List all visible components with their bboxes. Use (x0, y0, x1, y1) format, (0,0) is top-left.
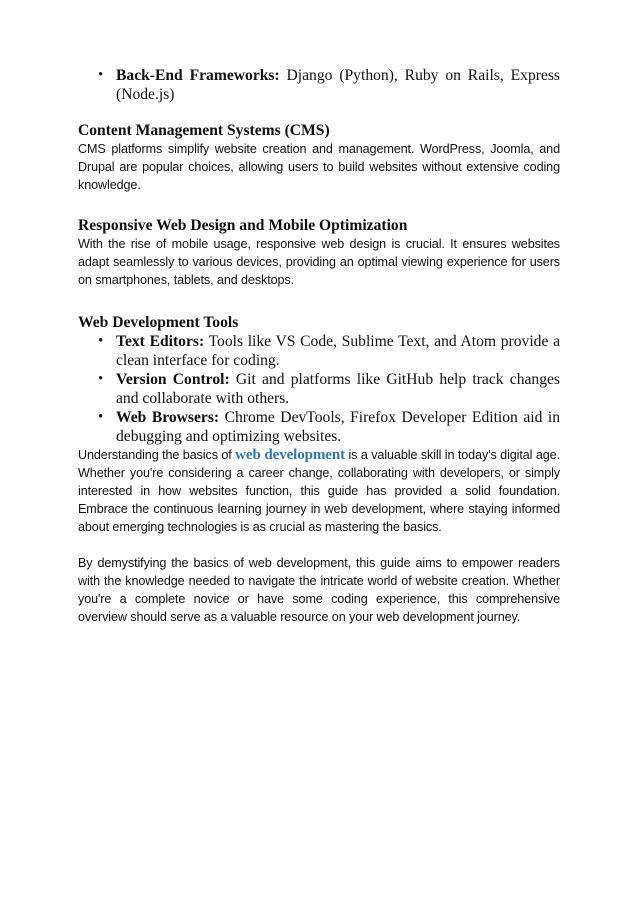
tools-list (78, 332, 560, 446)
bullet-icon: • (98, 371, 104, 387)
bullet-text: Django (Python), Ruby on Rails, Express (Node.js) (116, 67, 560, 103)
tools-heading: Web Development Tools (78, 314, 239, 331)
document-page (78, 66, 560, 626)
conclusion-text-end: is a valuable skill in today's digital age. Whether you're considering a career change, collaborating with developers, or simply interested in how websites function, this guide has provided a solid foundation. Embrace the continuous learning journey in web development, where staying informed about emerging technologies is as crucial as mastering the basics. (78, 448, 560, 534)
list-item (78, 370, 560, 408)
cms-paragraph: CMS platforms simplify website creation and management. WordPress, Joomla, and Drupal are popular choices, allowing users to build websites without extensive coding knowledge. (78, 142, 560, 192)
list-item (78, 332, 560, 370)
bullet-label: Version Control: (116, 371, 230, 388)
conclusion-text-start: Understanding the basics of (78, 448, 236, 462)
list-item (78, 408, 560, 446)
responsive-paragraph: With the rise of mobile usage, responsive web design is crucial. It ensures websites adapt seamlessly to various devices, providing an optimal viewing experience for users on smartphones, tablets, and desktops. (78, 237, 560, 287)
bullet-label: Back-End Frameworks: (116, 67, 280, 84)
bullet-icon: • (98, 67, 104, 83)
final-paragraph: By demystifying the basics of web development, this guide aims to empower readers with the knowledge needed to navigate the intricate world of website creation. Whether you're a complete novice or have some coding experience, this comprehensive overview should serve as a valuable resource on your web development journey. (78, 556, 560, 624)
bullet-text: Git and platforms like GitHub help track changes and collaborate with others. (116, 371, 561, 407)
conclusion-paragraph (78, 446, 560, 536)
backend-list (78, 66, 560, 104)
bullet-label: Web Browsers: (116, 409, 220, 426)
responsive-heading: Responsive Web Design and Mobile Optimization (78, 217, 408, 234)
list-item (78, 66, 560, 104)
bullet-icon: • (98, 333, 104, 349)
bullet-text: Chrome DevTools, Firefox Developer Edition aid in debugging and optimizing websites. (116, 409, 560, 445)
bullet-label: Text Editors: (116, 333, 205, 350)
cms-heading: Content Management Systems (CMS) (78, 122, 330, 139)
web-development-link[interactable]: web development (235, 447, 345, 463)
bullet-icon: • (98, 409, 104, 425)
bullet-text: Tools like VS Code, Sublime Text, and Atom provide a clean interface for coding. (116, 333, 560, 369)
